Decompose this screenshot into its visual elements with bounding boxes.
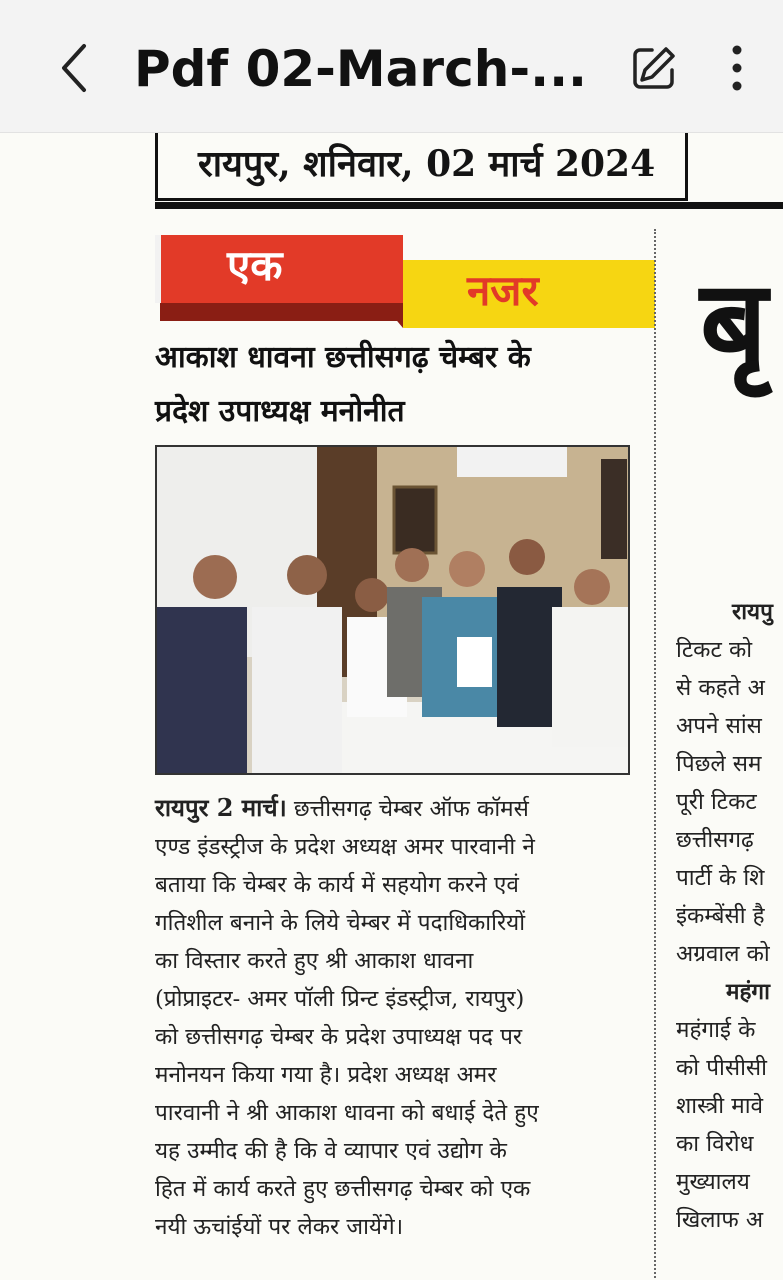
article-body [155,789,633,1246]
article-line-9: यह उम्मीद की है कि वे व्यापार एवं उद्योग के [155,1138,507,1164]
article-line-4: का विस्तार करते हुए श्री आकाश धावना [155,948,474,974]
article-line-7: मनोनयन किया गया है। प्रदेश अध्यक्ष अमर [155,1062,497,1088]
tag-notch [382,303,403,328]
article-line-6: को छत्तीसगढ़ चेम्बर के प्रदेश उपाध्यक्ष पद पर [155,1024,523,1050]
right-line-4: पिछले सम [676,751,762,777]
article-photo [155,445,630,775]
headline-line-2: प्रदेश उपाध्यक्ष मनोनीत [155,394,405,429]
right-line-9: अग्रवाल को [676,941,770,967]
right-line-7: पार्टी के शि [676,865,765,891]
article-lead: रायपुर 2 मार्च। [155,793,287,822]
article-line-2: बताया कि चेम्बर के कार्य में सहयोग करने एवं [155,872,519,898]
right-line-13: शास्त्री मावे [676,1093,764,1119]
dateline: रायपुर, शनिवार, 02 मार्च 2024 [155,133,688,201]
edit-icon[interactable] [630,44,678,92]
right-line-10: महंगा [726,979,770,1005]
document-title: Pdf 02-March-... [134,40,588,98]
article-line-11: नयी ऊचांईयों पर लेकर जायेंगे। [155,1214,404,1240]
right-line-15: मुख्यालय [676,1169,750,1195]
right-line-0: रायपु [732,599,773,625]
column-divider [654,229,656,1280]
right-line-12: को पीसीसी [676,1055,767,1081]
article-line-10: हित में कार्य करते हुए छत्तीसगढ़ चेम्बर को एक [155,1176,531,1202]
right-line-8: इंकम्बेंसी है [676,903,765,929]
article-line [155,789,633,828]
headline-line-1: आकाश धावना छत्तीसगढ़ चेम्बर के [155,340,531,375]
newspaper-page [0,133,783,1280]
article-line-0: छत्तीसगढ़ चेम्बर ऑफ कॉमर्स [286,796,529,822]
group-photo-image [157,447,630,775]
back-arrow-icon[interactable] [52,36,96,100]
article-line-8: पारवानी ने श्री आकाश धावना को बधाई देते हुए [155,1100,539,1126]
right-line-1: टिकट को [676,637,753,663]
right-line-5: पूरी टिकट [676,789,757,815]
article-line-1: एण्ड इंडस्ट्रीज के प्रदेश अध्यक्ष अमर पारवानी ने [155,834,535,860]
app-bar [0,0,783,133]
more-vertical-icon[interactable] [712,40,762,96]
header-rule [155,202,783,209]
right-line-2: से कहते अ [676,675,765,701]
right-line-11: महंगाई के [676,1017,756,1043]
article-line-3: गतिशील बनाने के लिये चेम्बर में पदाधिकारियों [155,910,526,936]
right-line-6: छत्तीसगढ़ [676,827,754,853]
article-line-5: (प्रोप्राइटर- अमर पॉली प्रिन्ट इंडस्ट्रीज, रायपुर) [155,986,525,1012]
tag-shadow [160,303,402,321]
right-headline-fragment: बृ [700,253,768,392]
right-column-text [676,593,783,1239]
article-headline [155,331,645,439]
right-line-16: खिलाफ अ [676,1207,764,1233]
section-tag-najar: नजर [403,260,655,328]
right-line-14: का विरोध [676,1131,754,1157]
section-tag-ek: एक [155,235,403,303]
right-line-3: अपने सांस [676,713,762,739]
